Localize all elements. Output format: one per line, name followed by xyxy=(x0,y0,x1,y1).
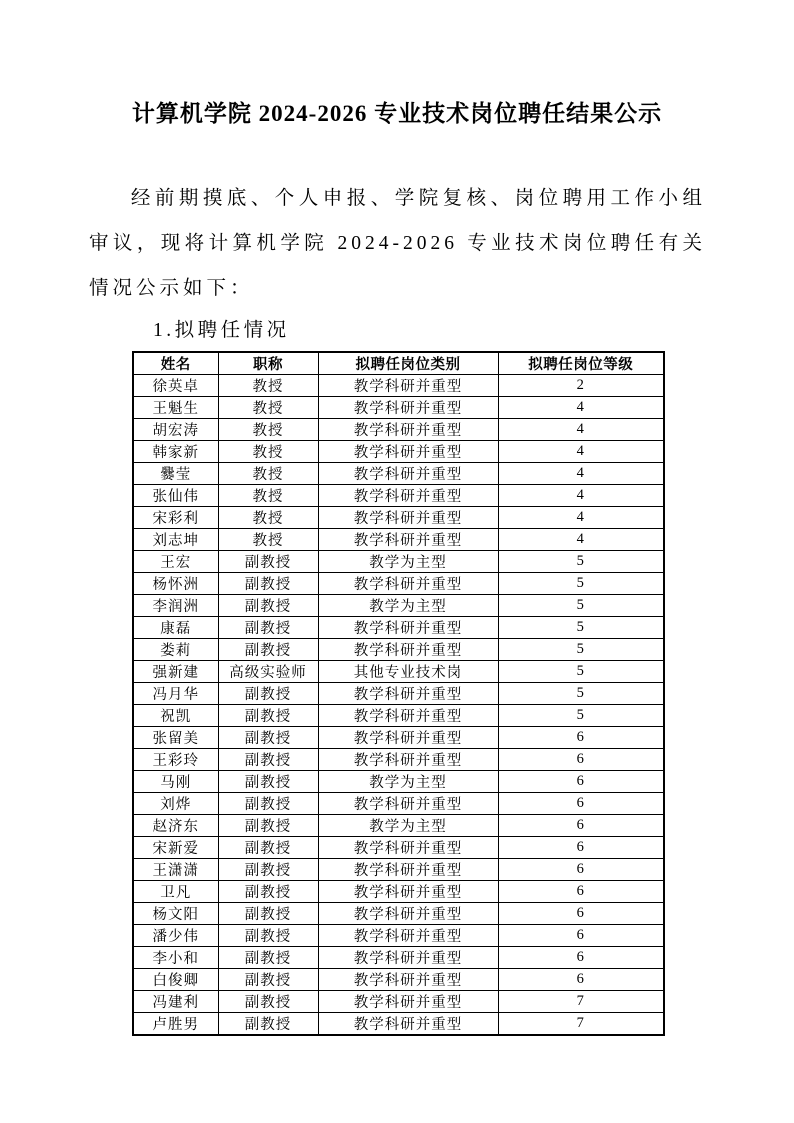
cell-position-level: 5 xyxy=(498,639,664,661)
cell-name: 杨文阳 xyxy=(133,903,218,925)
cell-title: 副教授 xyxy=(218,815,318,837)
cell-position-level: 4 xyxy=(498,441,664,463)
cell-name: 杨怀洲 xyxy=(133,573,218,595)
hiring-table xyxy=(132,351,665,1036)
cell-position-category: 教学为主型 xyxy=(318,551,498,573)
cell-name: 宋新爱 xyxy=(133,837,218,859)
table-row xyxy=(133,793,664,815)
table-row xyxy=(133,925,664,947)
cell-name: 刘烨 xyxy=(133,793,218,815)
cell-position-level: 6 xyxy=(498,771,664,793)
cell-position-category: 教学科研并重型 xyxy=(318,683,498,705)
cell-name: 赵济东 xyxy=(133,815,218,837)
cell-position-level: 6 xyxy=(498,727,664,749)
table-row xyxy=(133,661,664,683)
table-row xyxy=(133,397,664,419)
cell-name: 宋彩利 xyxy=(133,507,218,529)
cell-position-level: 6 xyxy=(498,859,664,881)
cell-name: 张留美 xyxy=(133,727,218,749)
cell-name: 徐英卓 xyxy=(133,375,218,397)
cell-position-level: 7 xyxy=(498,1013,664,1036)
cell-title: 副教授 xyxy=(218,771,318,793)
table-row xyxy=(133,683,664,705)
header-title: 职称 xyxy=(218,352,318,375)
table-row xyxy=(133,485,664,507)
cell-title: 教授 xyxy=(218,419,318,441)
cell-name: 卫凡 xyxy=(133,881,218,903)
cell-position-category: 教学科研并重型 xyxy=(318,969,498,991)
cell-position-level: 6 xyxy=(498,837,664,859)
cell-title: 副教授 xyxy=(218,881,318,903)
cell-title: 教授 xyxy=(218,507,318,529)
cell-position-level: 4 xyxy=(498,529,664,551)
cell-title: 高级实验师 xyxy=(218,661,318,683)
table-row xyxy=(133,551,664,573)
header-position-category: 拟聘任岗位类别 xyxy=(318,352,498,375)
hiring-table-container xyxy=(132,351,794,1036)
cell-position-category: 教学科研并重型 xyxy=(318,375,498,397)
cell-position-level: 5 xyxy=(498,551,664,573)
cell-title: 教授 xyxy=(218,485,318,507)
cell-title: 副教授 xyxy=(218,947,318,969)
cell-position-level: 5 xyxy=(498,683,664,705)
cell-title: 副教授 xyxy=(218,793,318,815)
cell-position-level: 6 xyxy=(498,749,664,771)
table-row xyxy=(133,639,664,661)
table-row xyxy=(133,705,664,727)
table-row xyxy=(133,573,664,595)
cell-title: 副教授 xyxy=(218,749,318,771)
table-header xyxy=(133,352,664,375)
table-body xyxy=(133,375,664,1036)
cell-title: 副教授 xyxy=(218,617,318,639)
cell-position-category: 教学科研并重型 xyxy=(318,881,498,903)
table-row xyxy=(133,441,664,463)
cell-name: 娄莉 xyxy=(133,639,218,661)
cell-title: 副教授 xyxy=(218,727,318,749)
cell-name: 韩家新 xyxy=(133,441,218,463)
table-row xyxy=(133,991,664,1013)
cell-position-category: 教学科研并重型 xyxy=(318,639,498,661)
cell-position-category: 教学科研并重型 xyxy=(318,441,498,463)
cell-name: 王潇潇 xyxy=(133,859,218,881)
cell-name: 王魁生 xyxy=(133,397,218,419)
cell-position-level: 4 xyxy=(498,397,664,419)
cell-title: 副教授 xyxy=(218,969,318,991)
cell-title: 教授 xyxy=(218,463,318,485)
table-row xyxy=(133,947,664,969)
cell-position-category: 教学科研并重型 xyxy=(318,947,498,969)
document-title: 计算机学院 2024-2026 专业技术岗位聘任结果公示 xyxy=(131,101,663,126)
cell-position-category: 教学科研并重型 xyxy=(318,925,498,947)
cell-position-level: 6 xyxy=(498,793,664,815)
cell-title: 副教授 xyxy=(218,705,318,727)
table-row xyxy=(133,727,664,749)
cell-title: 副教授 xyxy=(218,903,318,925)
cell-position-level: 5 xyxy=(498,573,664,595)
cell-name: 王宏 xyxy=(133,551,218,573)
cell-position-category: 教学科研并重型 xyxy=(318,419,498,441)
cell-title: 副教授 xyxy=(218,925,318,947)
table-row xyxy=(133,419,664,441)
cell-name: 李润洲 xyxy=(133,595,218,617)
cell-position-category: 教学科研并重型 xyxy=(318,529,498,551)
cell-position-level: 5 xyxy=(498,705,664,727)
cell-title: 教授 xyxy=(218,397,318,419)
cell-position-category: 教学科研并重型 xyxy=(318,485,498,507)
cell-title: 副教授 xyxy=(218,683,318,705)
cell-title: 教授 xyxy=(218,441,318,463)
cell-position-category: 其他专业技术岗 xyxy=(318,661,498,683)
cell-name: 卢胜男 xyxy=(133,1013,218,1036)
cell-position-category: 教学科研并重型 xyxy=(318,397,498,419)
header-position-level: 拟聘任岗位等级 xyxy=(498,352,664,375)
table-row xyxy=(133,617,664,639)
cell-position-level: 4 xyxy=(498,419,664,441)
intro-paragraph: 经前期摸底、个人申报、学院复核、岗位聘用工作小组审议，现将计算机学院 2024-2026 专业技术岗位聘任有关情况公示如下： xyxy=(89,188,706,299)
table-row xyxy=(133,859,664,881)
table-row xyxy=(133,815,664,837)
table-header-row xyxy=(133,352,664,375)
table-row xyxy=(133,507,664,529)
cell-name: 祝凯 xyxy=(133,705,218,727)
cell-title: 教授 xyxy=(218,375,318,397)
cell-position-category: 教学科研并重型 xyxy=(318,1013,498,1036)
cell-position-category: 教学为主型 xyxy=(318,595,498,617)
cell-title: 副教授 xyxy=(218,1013,318,1036)
cell-position-level: 7 xyxy=(498,991,664,1013)
cell-position-category: 教学科研并重型 xyxy=(318,749,498,771)
cell-position-level: 6 xyxy=(498,881,664,903)
cell-name: 王彩玲 xyxy=(133,749,218,771)
table-row xyxy=(133,903,664,925)
cell-position-level: 6 xyxy=(498,903,664,925)
cell-position-category: 教学科研并重型 xyxy=(318,507,498,529)
cell-position-level: 4 xyxy=(498,507,664,529)
table-row xyxy=(133,375,664,397)
cell-name: 冯建利 xyxy=(133,991,218,1013)
cell-name: 冯月华 xyxy=(133,683,218,705)
cell-name: 张仙伟 xyxy=(133,485,218,507)
cell-name: 刘志坤 xyxy=(133,529,218,551)
cell-position-category: 教学科研并重型 xyxy=(318,573,498,595)
cell-name: 潘少伟 xyxy=(133,925,218,947)
table-row xyxy=(133,771,664,793)
table-row xyxy=(133,881,664,903)
cell-position-category: 教学科研并重型 xyxy=(318,793,498,815)
cell-title: 副教授 xyxy=(218,859,318,881)
cell-name: 马刚 xyxy=(133,771,218,793)
table-row xyxy=(133,595,664,617)
cell-position-level: 6 xyxy=(498,969,664,991)
cell-position-category: 教学科研并重型 xyxy=(318,705,498,727)
cell-name: 李小和 xyxy=(133,947,218,969)
cell-title: 副教授 xyxy=(218,595,318,617)
cell-position-level: 5 xyxy=(498,595,664,617)
section-heading: 1.拟聘任情况 xyxy=(153,320,290,341)
table-row xyxy=(133,749,664,771)
cell-title: 副教授 xyxy=(218,573,318,595)
table-row xyxy=(133,529,664,551)
header-name: 姓名 xyxy=(133,352,218,375)
cell-position-category: 教学科研并重型 xyxy=(318,859,498,881)
cell-position-category: 教学科研并重型 xyxy=(318,727,498,749)
cell-position-level: 4 xyxy=(498,463,664,485)
cell-name: 康磊 xyxy=(133,617,218,639)
table-row xyxy=(133,1013,664,1036)
cell-position-category: 教学为主型 xyxy=(318,815,498,837)
table-row xyxy=(133,837,664,859)
cell-position-level: 6 xyxy=(498,947,664,969)
cell-title: 教授 xyxy=(218,529,318,551)
cell-title: 副教授 xyxy=(218,837,318,859)
cell-position-level: 5 xyxy=(498,661,664,683)
cell-title: 副教授 xyxy=(218,551,318,573)
cell-name: 爨莹 xyxy=(133,463,218,485)
cell-position-level: 5 xyxy=(498,617,664,639)
cell-title: 副教授 xyxy=(218,991,318,1013)
cell-position-category: 教学科研并重型 xyxy=(318,903,498,925)
cell-title: 副教授 xyxy=(218,639,318,661)
table-row xyxy=(133,463,664,485)
cell-position-level: 2 xyxy=(498,375,664,397)
cell-position-level: 6 xyxy=(498,925,664,947)
cell-name: 白俊卿 xyxy=(133,969,218,991)
cell-name: 胡宏涛 xyxy=(133,419,218,441)
cell-position-category: 教学科研并重型 xyxy=(318,837,498,859)
cell-position-level: 4 xyxy=(498,485,664,507)
cell-position-category: 教学为主型 xyxy=(318,771,498,793)
cell-name: 强新建 xyxy=(133,661,218,683)
cell-position-category: 教学科研并重型 xyxy=(318,617,498,639)
cell-position-category: 教学科研并重型 xyxy=(318,463,498,485)
table-row xyxy=(133,969,664,991)
cell-position-category: 教学科研并重型 xyxy=(318,991,498,1013)
cell-position-level: 6 xyxy=(498,815,664,837)
